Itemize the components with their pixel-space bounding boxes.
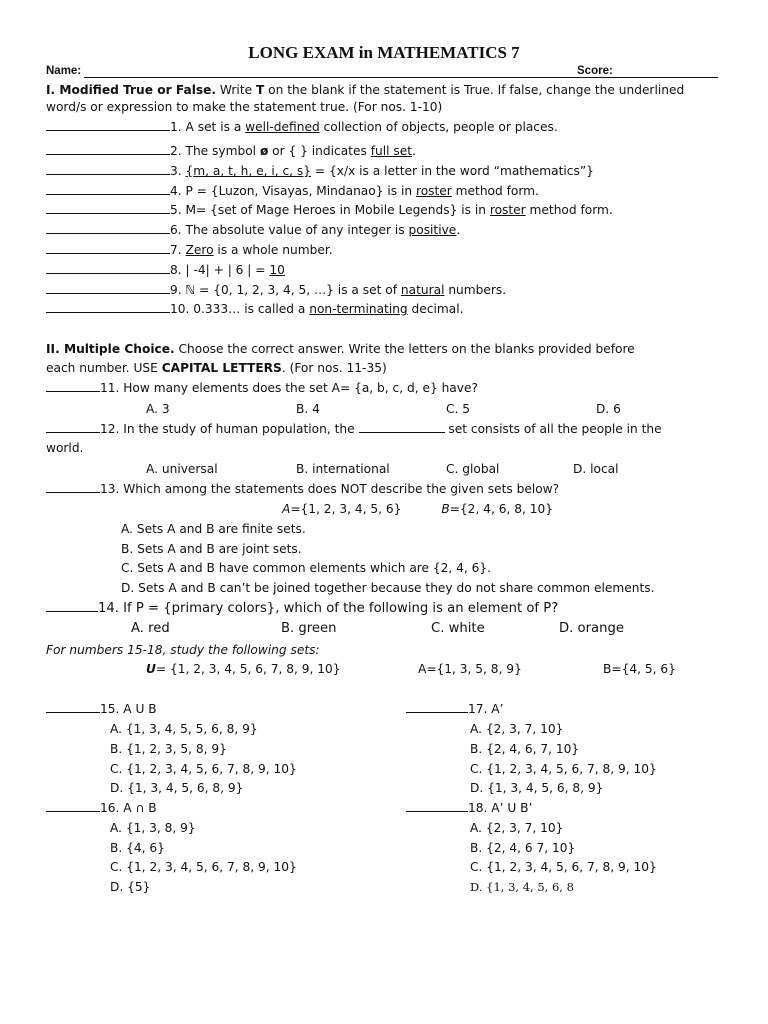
name-label: Name: [46, 65, 82, 77]
q14-option-d[interactable]: D. orange [559, 621, 624, 636]
set-a: A={1, 3, 5, 8, 9} [418, 662, 522, 676]
q12-option-a[interactable]: A. universal [146, 462, 218, 476]
tf-item-7: 7. Zero is a whole number. [46, 241, 333, 259]
answer-blank[interactable] [46, 201, 170, 214]
fill-in-blank[interactable] [359, 420, 445, 433]
universal-set: U= {1, 2, 3, 4, 5, 6, 7, 8, 9, 10} [146, 662, 341, 676]
answer-blank[interactable] [46, 261, 170, 274]
empty-set-symbol: ø [259, 144, 269, 158]
tf-item-2: 2. The symbol ø or { } indicates full set. [46, 142, 416, 160]
answer-blank[interactable] [46, 182, 170, 195]
answer-blank[interactable] [46, 162, 170, 175]
q18-option-c[interactable]: C. {1, 2, 3, 4, 5, 6, 7, 8, 9, 10} [470, 860, 657, 874]
answer-blank[interactable] [46, 142, 170, 155]
question-17: 17. A’ [406, 700, 503, 718]
tf-item-10: 10. 0.333… is called a non-terminating decimal. [46, 300, 463, 318]
name-score-line [46, 65, 718, 81]
tf-item-6: 6. The absolute value of any integer is positive. [46, 221, 460, 239]
q15-option-c[interactable]: C. {1, 2, 3, 4, 5, 6, 7, 8, 9, 10} [110, 762, 297, 776]
answer-blank[interactable] [46, 300, 170, 313]
name-field[interactable] [84, 77, 617, 78]
answer-blank[interactable] [46, 118, 170, 131]
question-14: 14. If P = {primary colors}, which of the following is an element of P? [46, 599, 558, 618]
q13-option-d[interactable]: D. Sets A and B can’t be joined together because they do not share common elements. [121, 581, 655, 595]
q11-option-b[interactable]: B. 4 [296, 402, 320, 416]
question-13: 13. Which among the statements does NOT describe the given sets below? [46, 480, 559, 498]
question-12-line2: world. [46, 441, 84, 455]
score-field[interactable] [614, 77, 718, 78]
q16-option-c[interactable]: C. {1, 2, 3, 4, 5, 6, 7, 8, 9, 10} [110, 860, 297, 874]
question-12: 12. In the study of human population, the set consists of all the people in the [46, 420, 662, 438]
answer-blank[interactable] [46, 420, 100, 433]
set-b: B={4, 5, 6} [603, 662, 676, 676]
tf-item-3: 3. {m, a, t, h, e, i, c, s} = {x/x is a letter in the word “mathematics”} [46, 162, 594, 180]
q12-option-b[interactable]: B. international [296, 462, 390, 476]
question-16: 16. A ∩ B [46, 799, 157, 817]
q16-option-b[interactable]: B. {4, 6} [110, 841, 165, 855]
q14-option-b[interactable]: B. green [281, 621, 337, 636]
answer-blank[interactable] [406, 700, 468, 713]
q17-option-d[interactable]: D. {1, 3, 4, 5, 6, 8, 9} [470, 781, 604, 795]
score-label: Score: [577, 65, 613, 77]
q18-option-d[interactable]: D. {1, 3, 4, 5, 6, 8 [470, 880, 574, 894]
q16-option-a[interactable]: A. {1, 3, 8, 9} [110, 821, 196, 835]
answer-blank[interactable] [46, 799, 100, 812]
q17-option-c[interactable]: C. {1, 2, 3, 4, 5, 6, 7, 8, 9, 10} [470, 762, 657, 776]
answer-blank[interactable] [46, 480, 100, 493]
sets-note: For numbers 15-18, study the following sets: [46, 643, 320, 657]
part2-heading: II. Multiple Choice. [46, 342, 175, 356]
q14-option-a[interactable]: A. red [131, 621, 170, 636]
exam-title: LONG EXAM in MATHEMATICS 7 [248, 43, 520, 62]
q13-option-a[interactable]: A. Sets A and B are finite sets. [121, 522, 306, 536]
answer-blank[interactable] [46, 700, 100, 713]
part1-instructions: I. Modified True or False. Write T on the blank if the statement is True. If false, change the underlined [46, 83, 685, 97]
q18-option-b[interactable]: B. {2, 4, 6 7, 10} [470, 841, 576, 855]
answer-blank[interactable] [46, 281, 170, 294]
q13-option-b[interactable]: B. Sets A and B are joint sets. [121, 542, 302, 556]
answer-blank[interactable] [46, 599, 98, 612]
answer-blank[interactable] [406, 799, 468, 812]
q15-option-a[interactable]: A. {1, 3, 4, 5, 5, 6, 8, 9} [110, 722, 258, 736]
q13-sets: A={1, 2, 3, 4, 5, 6} B={2, 4, 6, 8, 10} [282, 502, 553, 516]
q17-option-b[interactable]: B. {2, 4, 6, 7, 10} [470, 742, 580, 756]
q16-option-d[interactable]: D. {5} [110, 880, 151, 894]
q13-option-c[interactable]: C. Sets A and B have common elements which are {2, 4, 6}. [121, 561, 492, 575]
q15-option-b[interactable]: B. {1, 2, 3, 5, 8, 9} [110, 742, 227, 756]
tf-item-4: 4. P = {Luzon, Visayas, Mindanao} is in roster method form. [46, 182, 539, 200]
question-18: 18. A’ U B’ [406, 799, 532, 817]
question-15: 15. A U B [46, 700, 157, 718]
q11-option-a[interactable]: A. 3 [146, 402, 170, 416]
part1-instructions-line2: word/s or expression to make the statement true. (For nos. 1-10) [46, 100, 443, 114]
q14-option-c[interactable]: C. white [431, 621, 485, 636]
part1-heading: I. Modified True or False. [46, 83, 217, 97]
q12-option-c[interactable]: C. global [446, 462, 500, 476]
q18-option-a[interactable]: A. {2, 3, 7, 10} [470, 821, 564, 835]
tf-item-5: 5. M= {set of Mage Heroes in Mobile Legends} is in roster method form. [46, 201, 613, 219]
answer-blank[interactable] [46, 379, 100, 392]
q11-option-d[interactable]: D. 6 [596, 402, 621, 416]
q17-option-a[interactable]: A. {2, 3, 7, 10} [470, 722, 564, 736]
part2-instructions-line2: each number. USE CAPITAL LETTERS. (For nos. 11-35) [46, 361, 387, 375]
answer-blank[interactable] [46, 241, 170, 254]
tf-item-8: 8. | -4| + | 6 | = 10 [46, 261, 285, 279]
question-11: 11. How many elements does the set A= {a, b, c, d, e} have? [46, 379, 478, 397]
q12-option-d[interactable]: D. local [573, 462, 619, 476]
q15-option-d[interactable]: D. {1, 3, 4, 5, 6, 8, 9} [110, 781, 244, 795]
tf-item-1: 1. A set is a well-defined collection of objects, people or places. [46, 118, 558, 136]
q11-option-c[interactable]: C. 5 [446, 402, 471, 416]
answer-blank[interactable] [46, 221, 170, 234]
tf-item-9: 9. ℕ = {0, 1, 2, 3, 4, 5, …} is a set of natural numbers. [46, 281, 506, 299]
part2-instructions: II. Multiple Choice. Choose the correct answer. Write the letters on the blanks provided before [46, 342, 635, 356]
